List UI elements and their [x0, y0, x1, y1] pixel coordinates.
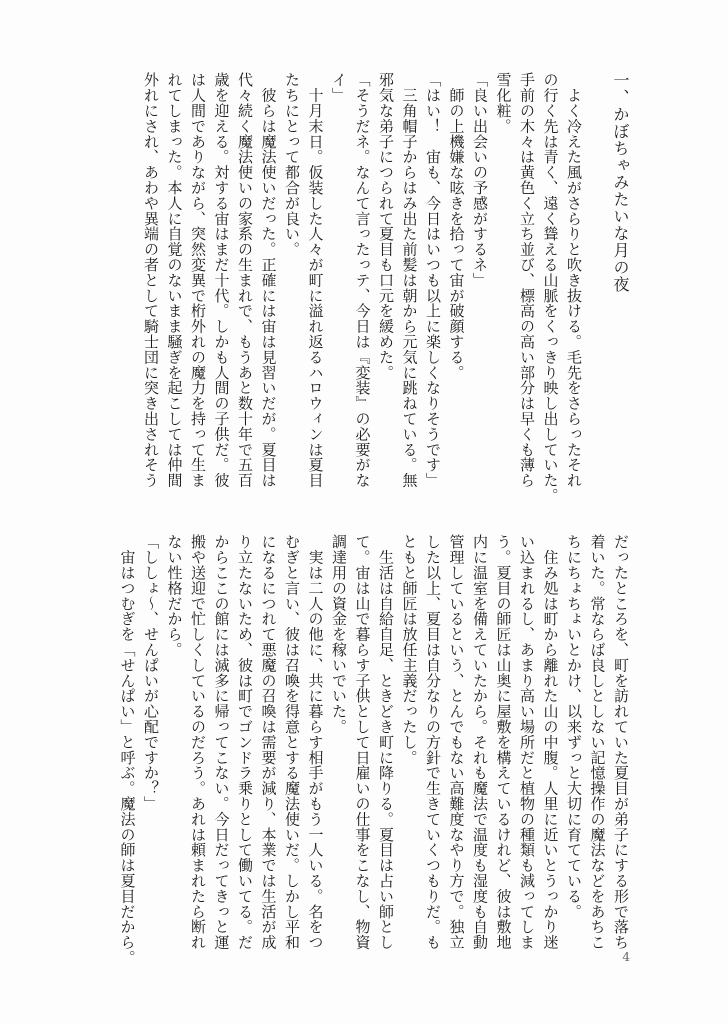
paragraph-line: 歳を迎える。対する宙はまだ十代。しかも人間の子供だ。彼 [212, 72, 231, 488]
title-spacer [585, 72, 609, 504]
paragraph-line: の行く先は青く、遠く聳える山脈をくっきり映し出していた。 [541, 72, 560, 504]
paragraph-line: 「はい！ 宙も、今日はいつも以上に楽しくなりそうです」 [424, 72, 442, 488]
paragraph-line: ともと師匠は放任主義だったし。 [400, 534, 419, 765]
paragraph-line: 調達用の資金を稼いでいた。 [330, 534, 348, 735]
paragraph-line: 宙はつむぎを「せんぱい」と呼ぶ。魔法の師は夏目だから。 [118, 534, 137, 966]
paragraph-line: れてしまった。本人に自覚のないまま騒ぎを起こしては仲間 [165, 72, 184, 488]
paragraph-line: は人間でありながら、突然変異で桁外れの魔力を持って生ま [189, 72, 207, 488]
paragraph-line: 邪気な弟子につられて夏目も口元を緩めた。 [377, 72, 395, 380]
paragraph-line: 住み処は町から離れた山の中腹。人里に近いとうっかり迷 [541, 534, 560, 950]
paragraph-line: い込まれるし、あまり高い場所だと植物の種類も減ってしま [518, 534, 536, 950]
paragraph-line: イ」 [330, 72, 348, 103]
paragraph-line: した以上、夏目は自分なりの方針で生きていくつもりだ。も [424, 534, 442, 950]
paragraph-line: たちにとって都合が良い。 [283, 72, 301, 257]
paragraph-line: う。夏目の師匠は山奥に屋敷を構えているけれど、彼は敷地 [494, 534, 513, 950]
paragraph-line: 管理しているという、とんでもない高難度なやり方で。独立 [447, 534, 466, 950]
paragraph-line: からここの館には滅多に帰ってこない。今日だってきっと運 [212, 534, 231, 950]
paragraph-line: り立たないため、彼は町でゴンドラ乗りとして働いてる。だ [236, 534, 254, 950]
paragraph-line: になるにつれて悪魔の召喚は需要が減り、本業では生活が成 [259, 534, 278, 950]
paragraph-line: 師の上機嫌な呟きを拾って宙が破顔する。 [447, 72, 466, 380]
paragraph-line: 外れにされ、あわや異端の者として騎士団に突き出されそう [142, 72, 160, 488]
paragraph-line: 「ししょ〜、せんぱいが心配ですか？」 [142, 534, 160, 812]
paragraph-line: 内に温室を備えていたから。それも魔法で温度も湿度も自動 [471, 534, 489, 950]
paragraph-line: 十月末日。仮装した人々が町に溢れ返るハロウィンは夏目 [306, 72, 325, 488]
paragraph-line: 代々続く魔法使いの家系の生まれで、もうあと数十年で五百 [236, 72, 254, 488]
paragraph-line: 「良い出会いの予感がするネ」 [471, 72, 489, 288]
paragraph-line: むぎと言い、彼は召喚を得意とする魔法使いだ。しかし平和 [283, 534, 301, 950]
paragraph-line: 実は二人の他に、共に暮らす相手がもう一人いる。名をつ [306, 534, 325, 950]
paragraph-line: だったところを、町を訪れていた夏目が弟子にする形で落ち [612, 534, 630, 950]
paragraph-line: 雪化粧。 [494, 72, 513, 134]
paragraph-line: て。宙は山で暮らす子供として日雇いの仕事をこなし、物資 [353, 534, 372, 950]
paragraph-line: よく冷えた風がさらりと吹き抜ける。毛先をさらったそれ [565, 72, 583, 488]
upper-text-block [139, 72, 633, 504]
paragraph-line: 「そうだネ。なんて言ったっテ、今日は『変装』の必要がな [353, 72, 372, 488]
paragraph-line: ちにちょちょいとかけ、以来ずっと大切に育てている。 [565, 534, 583, 919]
paragraph-line: 彼らは魔法使いだった。正確には宙は見習いだが。夏目は [259, 72, 278, 488]
paragraph-line: ない性格だから。 [165, 534, 184, 658]
chapter-title: 一、かぼちゃみたいな月の夜 [611, 72, 630, 293]
paragraph-line: 生活は自給自足、ときどき町に降りる。夏目は占い師とし [377, 534, 395, 950]
paragraph-line: 着いた。常ならば良しとしない記憶操作の魔法などをあちこ [588, 534, 607, 950]
paragraph-line: 三角帽子からはみ出た前髪は朝から元気に跳ねている。無 [400, 72, 419, 488]
lower-text-block [115, 534, 632, 966]
page-number: 4 [622, 950, 630, 964]
paragraph-line: 搬や送迎で忙しくしているのだろう。あれは頼まれたら断れ [189, 534, 207, 950]
paragraph-line: 手前の木々は黄色く立ち並び、標高の高い部分は早くも薄ら [518, 72, 536, 488]
